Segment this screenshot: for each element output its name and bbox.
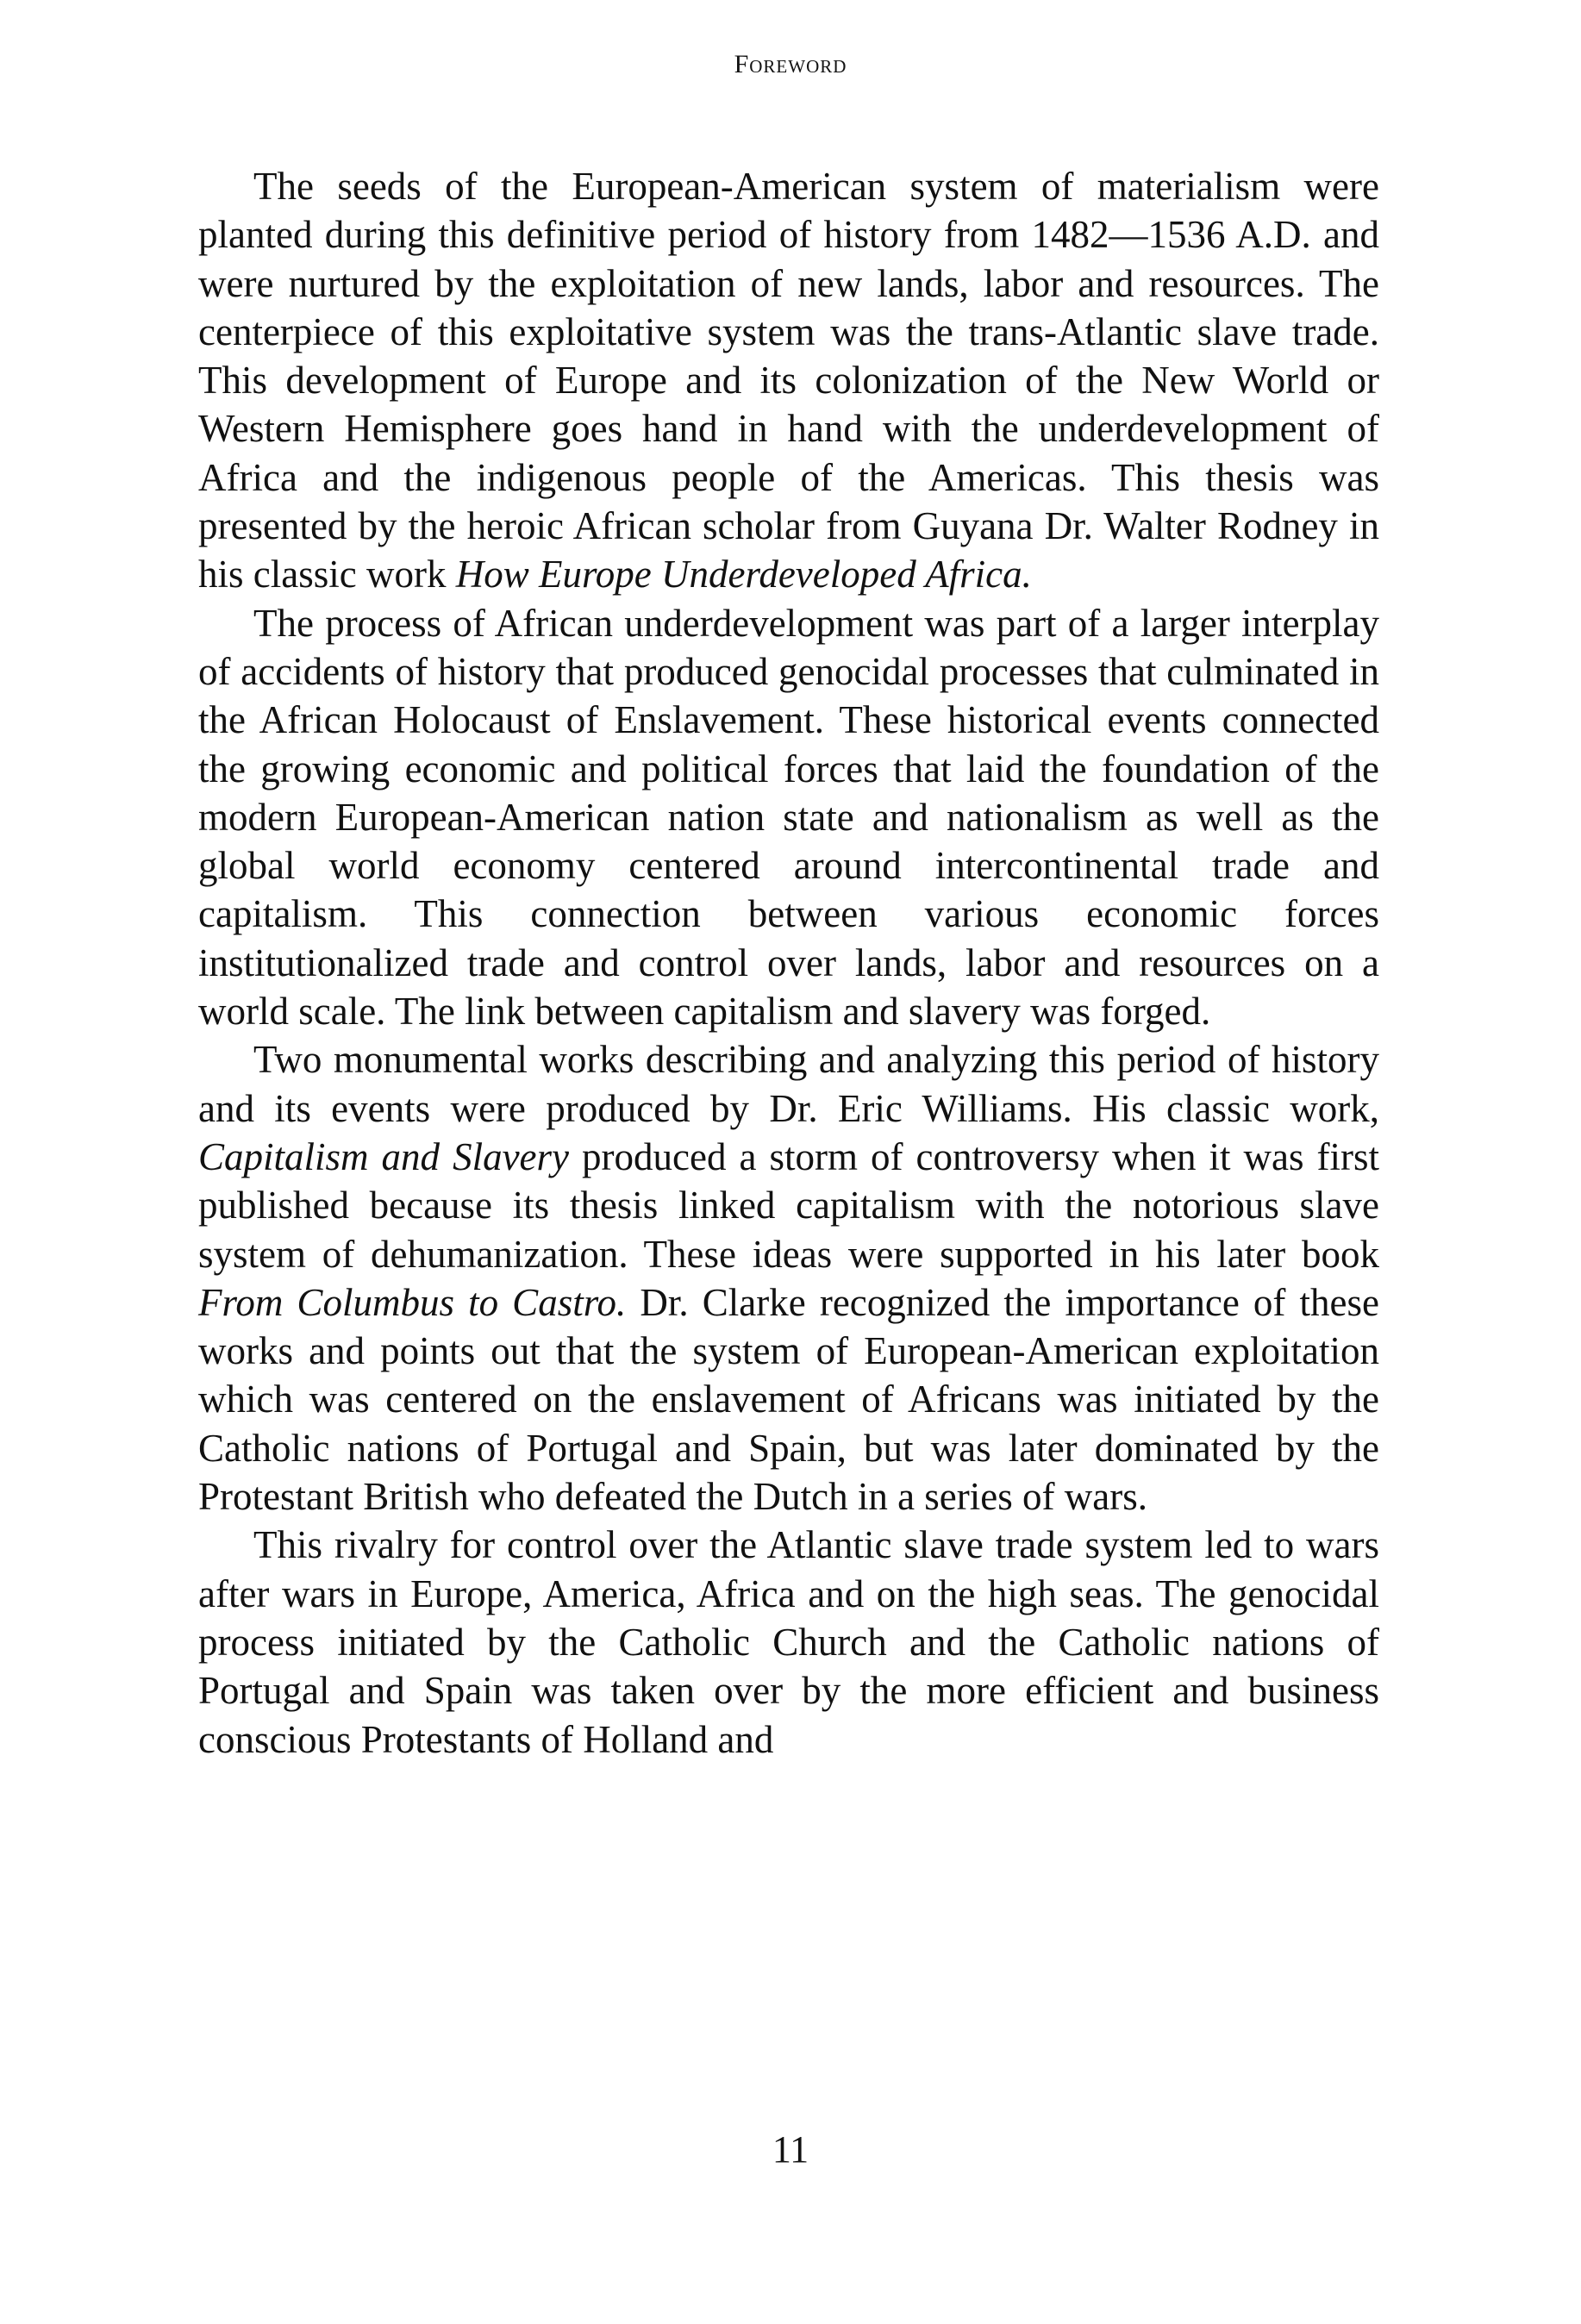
paragraph	[198, 162, 1379, 599]
page-number: 11	[772, 2128, 809, 2171]
text-run: Two monumental works describing and analyzing this period of history and its events were produced by Dr. Eric Williams. His classic work,	[198, 1038, 1379, 1130]
paragraph	[198, 599, 1379, 1036]
book-title: Capitalism and Slavery	[198, 1134, 570, 1178]
paragraph	[198, 1521, 1379, 1763]
text-run: produced a storm of controversy when it was first published because its thesis linked capitalism with the notorious slave system of dehumanization. These ideas were supported in his later book	[198, 1134, 1379, 1276]
text-run: Dr. Clarke recognized the importance of these works and points out that the system of European-American exploitation which was centered on the enslavement of Africans was initiated by the Catholic nations of Portugal and Spain, but was later dominated by the Protestant British who defeated the Dutch in a series of wars.	[198, 1280, 1379, 1519]
text-run: The process of African underdevelopment was part of a larger interplay of accidents of history that produced genocidal processes that culminated in the African Holocaust of Enslavement. These historical events connected the growing economic and political forces that laid the foundation of the modern European-American nation state and nationalism as well as the global world economy centered around intercontinental trade and capitalism. This connection between various economic forces institutionalized trade and control over lands, labor and resources on a world scale. The link between capitalism and slavery was forged.	[198, 601, 1379, 1034]
book-title: How Europe Underdeveloped Africa.	[455, 553, 1032, 597]
book-title: From Columbus to Castro.	[198, 1280, 627, 1324]
running-head: Foreword	[734, 50, 847, 78]
body-text	[198, 162, 1379, 1764]
text-run: This rivalry for control over the Atlantic slave trade system led to wars after wars in Europe, America, Africa and on the high seas. The genocidal process initiated by the Catholic Church and the Catholic nations of Portugal and Spain was taken over by the more efficient and business conscious Protestants of Holland and	[198, 1523, 1379, 1761]
text-run: The seeds of the European-American system of materialism were planted during this definitive period of history from 1482—1536 A.D. and were nurtured by the exploitation of new lands, labor and resources. The centerpiece of this exploitative system was the trans-Atlantic slave trade. This development of Europe and its colonization of the New World or Western Hemisphere goes hand in hand with the underdevelopment of Africa and the indigenous people of the Americas. This thesis was presented by the heroic African scholar from Guyana Dr. Walter Rodney in his classic work	[198, 165, 1379, 597]
paragraph	[198, 1035, 1379, 1521]
